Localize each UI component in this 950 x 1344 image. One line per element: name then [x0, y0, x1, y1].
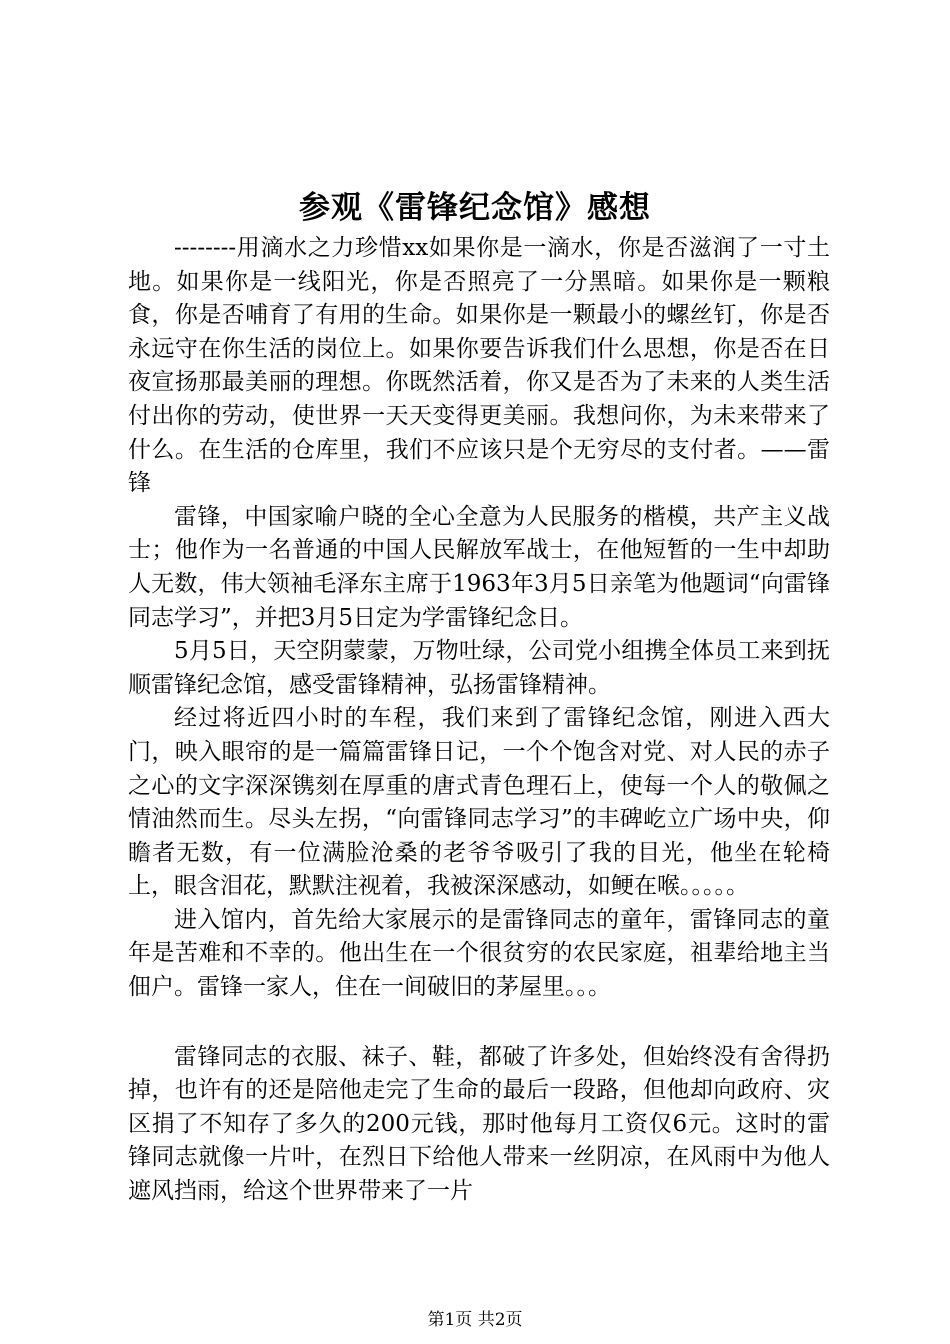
paragraph-belongings: 雷锋同志的衣服、袜子、鞋，都破了许多处，但始终没有舍得扔掉，也许有的还是陪他走完了生命的最后一段路，但他却向政府、灾区捐了不知存了多久的200元钱，那时他每月工资仅6元。这时的雷锋同志就像一片叶，在烈日下给他人带来一丝阴凉，在风雨中为他人遮风挡雨，给这个世界带来了一片 [128, 1043, 830, 1205]
paragraph-quote: --------用滴水之力珍惜xx如果你是一滴水，你是否滋润了一寸土地。如果你是一线阳光，你是否照亮了一分黑暗。如果你是一颗粮食，你是否哺育了有用的生命。如果你是一颗最小的螺丝钉，你是否永远守在你生活的岗位上。如果你要告诉我们什么思想，你是否在日夜宣扬那最美丽的理想。你既然活着，你又是否为了未来的人类生活付出你的劳动，使世界一天天变得更美丽。我想问你，为未来带来了什么。在生活的仓库里，我们不应该只是个无穷尽的支付者。——雷锋 [128, 235, 830, 497]
document-title: 参观《雷锋纪念馆》感想 [299, 190, 651, 226]
paragraph-childhood: 进入馆内，首先给大家展示的是雷锋同志的童年，雷锋同志的童年是苦难和不幸的。他出生在一个很贫穷的农民家庭，祖辈给地主当佃户。雷锋一家人，住在一间破旧的茅屋里。。。 [128, 906, 830, 1001]
paragraph-arrival: 经过将近四小时的车程，我们来到了雷锋纪念馆，刚进入西大门，映入眼帘的是一篇篇雷锋日记，一个个饱含对党、对人民的赤子之心的文字深深镌刻在厚重的唐式青色理石上，使每一个人的敬佩之情油然而生。尽头左拐，“向雷锋同志学习”的丰碑屹立广场中央，仰瞻者无数，有一位满脸沧桑的老爷爷吸引了我的目光，他坐在轮椅上，眼含泪花，默默注视着，我被深深感动，如鲠在喉。。。。。 [128, 705, 830, 900]
document-body [128, 232, 830, 1209]
paragraph-introduction: 雷锋，中国家喻户晓的全心全意为人民服务的楷模，共产主义战士；他作为一名普通的中国人民解放军战士，在他短暂的一生中却助人无数，伟大领袖毛泽东主席于1963年3月5日亲笔为他题词“向雷锋同志学习”，并把3月5日定为学雷锋纪念日。 [128, 503, 830, 631]
page-number: 第1页 共2页 [427, 1310, 523, 1330]
paragraph-visit: 5月5日，天空阴蒙蒙，万物吐绿，公司党小组携全体员工来到抚顺雷锋纪念馆，感受雷锋精神，弘扬雷锋精神。 [128, 638, 830, 698]
paragraph-spacer [128, 1005, 830, 1041]
